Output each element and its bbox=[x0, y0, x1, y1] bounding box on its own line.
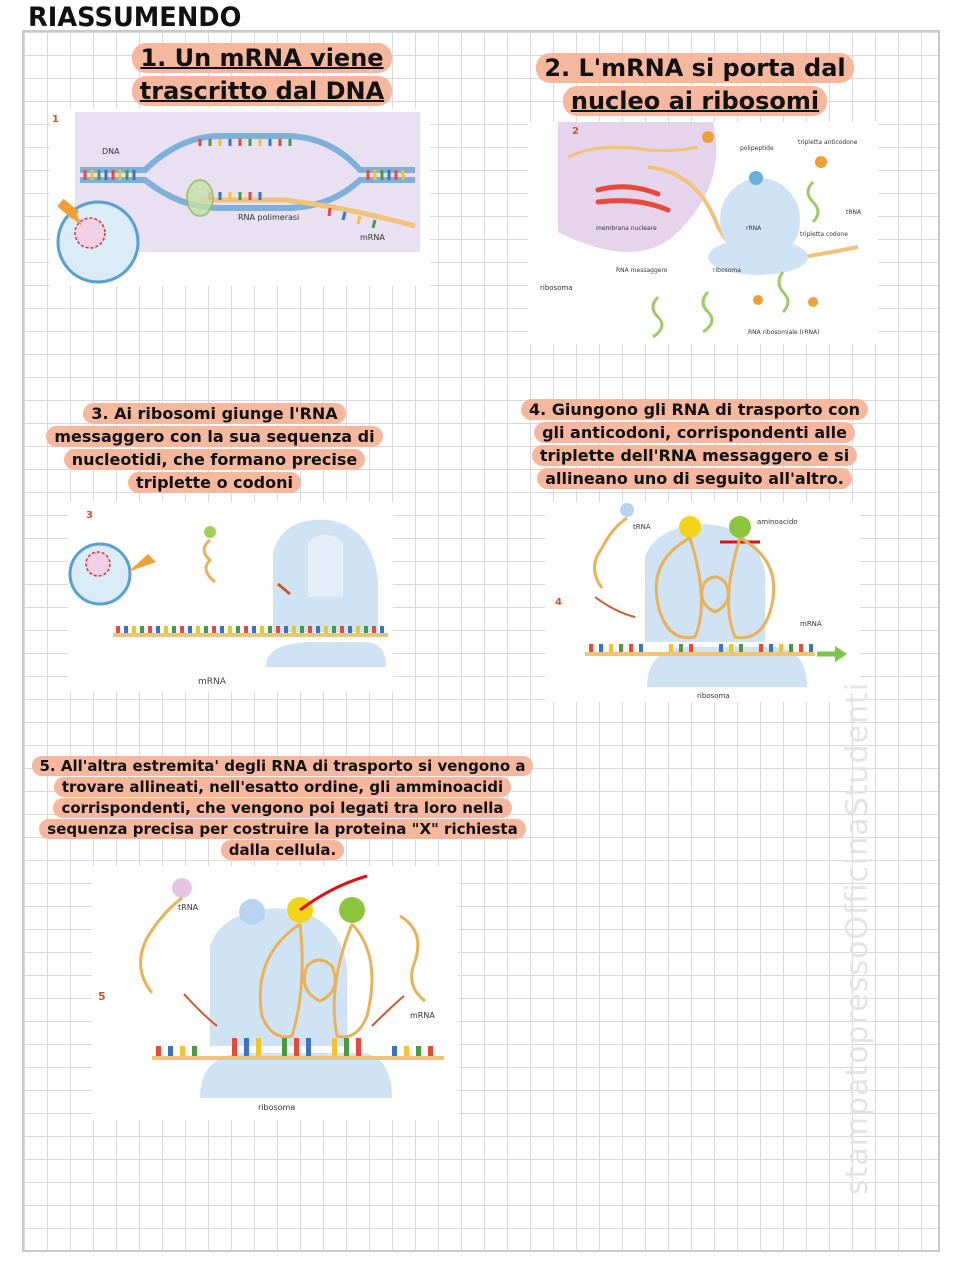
fig2-label-ribosome: ribosoma bbox=[713, 267, 741, 274]
fig5-label-mrna: mRNA bbox=[410, 1011, 435, 1020]
step-5-title-text: 5. All'altra estremita' degli RNA di trasporto si vengono a trovare allineati, nell'esatto ordine, gli amminoacidi corrispondenti, che vengono poi legati tra loro nella sequenza precisa per costruire la proteina "X" richiesta dalla cellula. bbox=[32, 756, 534, 860]
fig1-label-polymerase: RNA polimerasi bbox=[238, 213, 300, 222]
step-5-title bbox=[30, 756, 535, 861]
step-1-title-line2: trascritto dal DNA bbox=[132, 76, 392, 106]
step-3-title-text: 3. Ai ribosomi giunge l'RNA messaggero con la sua sequenza di nucleotidi, che formano precise triplette o codoni bbox=[46, 403, 382, 493]
figure-5-amino-acids-linked bbox=[92, 866, 458, 1120]
fig2-label-membrane: membrana nucleare bbox=[596, 225, 657, 232]
fig2-label-trna: tRNA bbox=[846, 209, 862, 216]
fig3-label-mrna: mRNA bbox=[198, 677, 226, 687]
step-1-title bbox=[112, 42, 412, 108]
figure-4-trna-anticodons bbox=[545, 502, 860, 702]
watermark-text: stampatopressoOfficinaStudenti bbox=[840, 681, 875, 1195]
step-2-title-line1: 2. L'mRNA si porta dal bbox=[536, 53, 853, 83]
fig4-number: 4 bbox=[555, 597, 562, 608]
step-2-title-line2: nucleo ai ribosomi bbox=[563, 86, 827, 116]
step-4-title bbox=[512, 398, 877, 490]
fig4-label-trna: tRNA bbox=[633, 523, 651, 531]
fig2-label-rrna: rRNA bbox=[746, 225, 762, 232]
fig3-number: 3 bbox=[86, 510, 93, 521]
fig4-label-mrna: mRNA bbox=[800, 620, 822, 628]
figure-2-mrna-to-ribosome bbox=[528, 122, 878, 344]
step-4-title-text: 4. Giungono gli RNA di trasporto con gli anticodoni, corrispondenti alle triplette dell'RNA messaggero e si allineano uno di seguito all'altro. bbox=[521, 399, 868, 489]
fig2-label-codon: tripletta codone bbox=[800, 231, 848, 238]
fig1-number: 1 bbox=[52, 114, 59, 125]
fig5-label-ribosome: ribosoma bbox=[258, 1103, 296, 1112]
fig5-label-trna: tRNA bbox=[178, 903, 199, 912]
fig4-label-amino: aminoacido bbox=[757, 518, 798, 526]
fig2-label-messenger: RNA messaggero bbox=[616, 267, 668, 274]
fig1-label-mrna: mRNA bbox=[360, 233, 385, 242]
page-title: RIASSUMENDO bbox=[28, 2, 242, 33]
fig2-label-ribosome-left: ribosoma bbox=[540, 284, 573, 292]
fig2-number: 2 bbox=[572, 126, 579, 137]
fig2-label-ribosomal: RNA ribosomiale (rRNA) bbox=[748, 329, 820, 336]
step-3-title bbox=[42, 402, 387, 494]
step-2-title bbox=[520, 52, 870, 118]
fig1-label-dna: DNA bbox=[102, 147, 120, 156]
figure-1-transcription bbox=[50, 108, 430, 286]
fig2-label-anticodon: tripletta anticodone bbox=[798, 139, 858, 146]
figure-3-mrna-arrives bbox=[68, 502, 393, 692]
fig2-label-polypeptide: polipeptide bbox=[740, 145, 774, 152]
step-1-title-line1: 1. Un mRNA viene bbox=[132, 43, 391, 73]
fig4-label-ribosome: ribosoma bbox=[697, 692, 730, 700]
fig5-number: 5 bbox=[98, 990, 106, 1003]
